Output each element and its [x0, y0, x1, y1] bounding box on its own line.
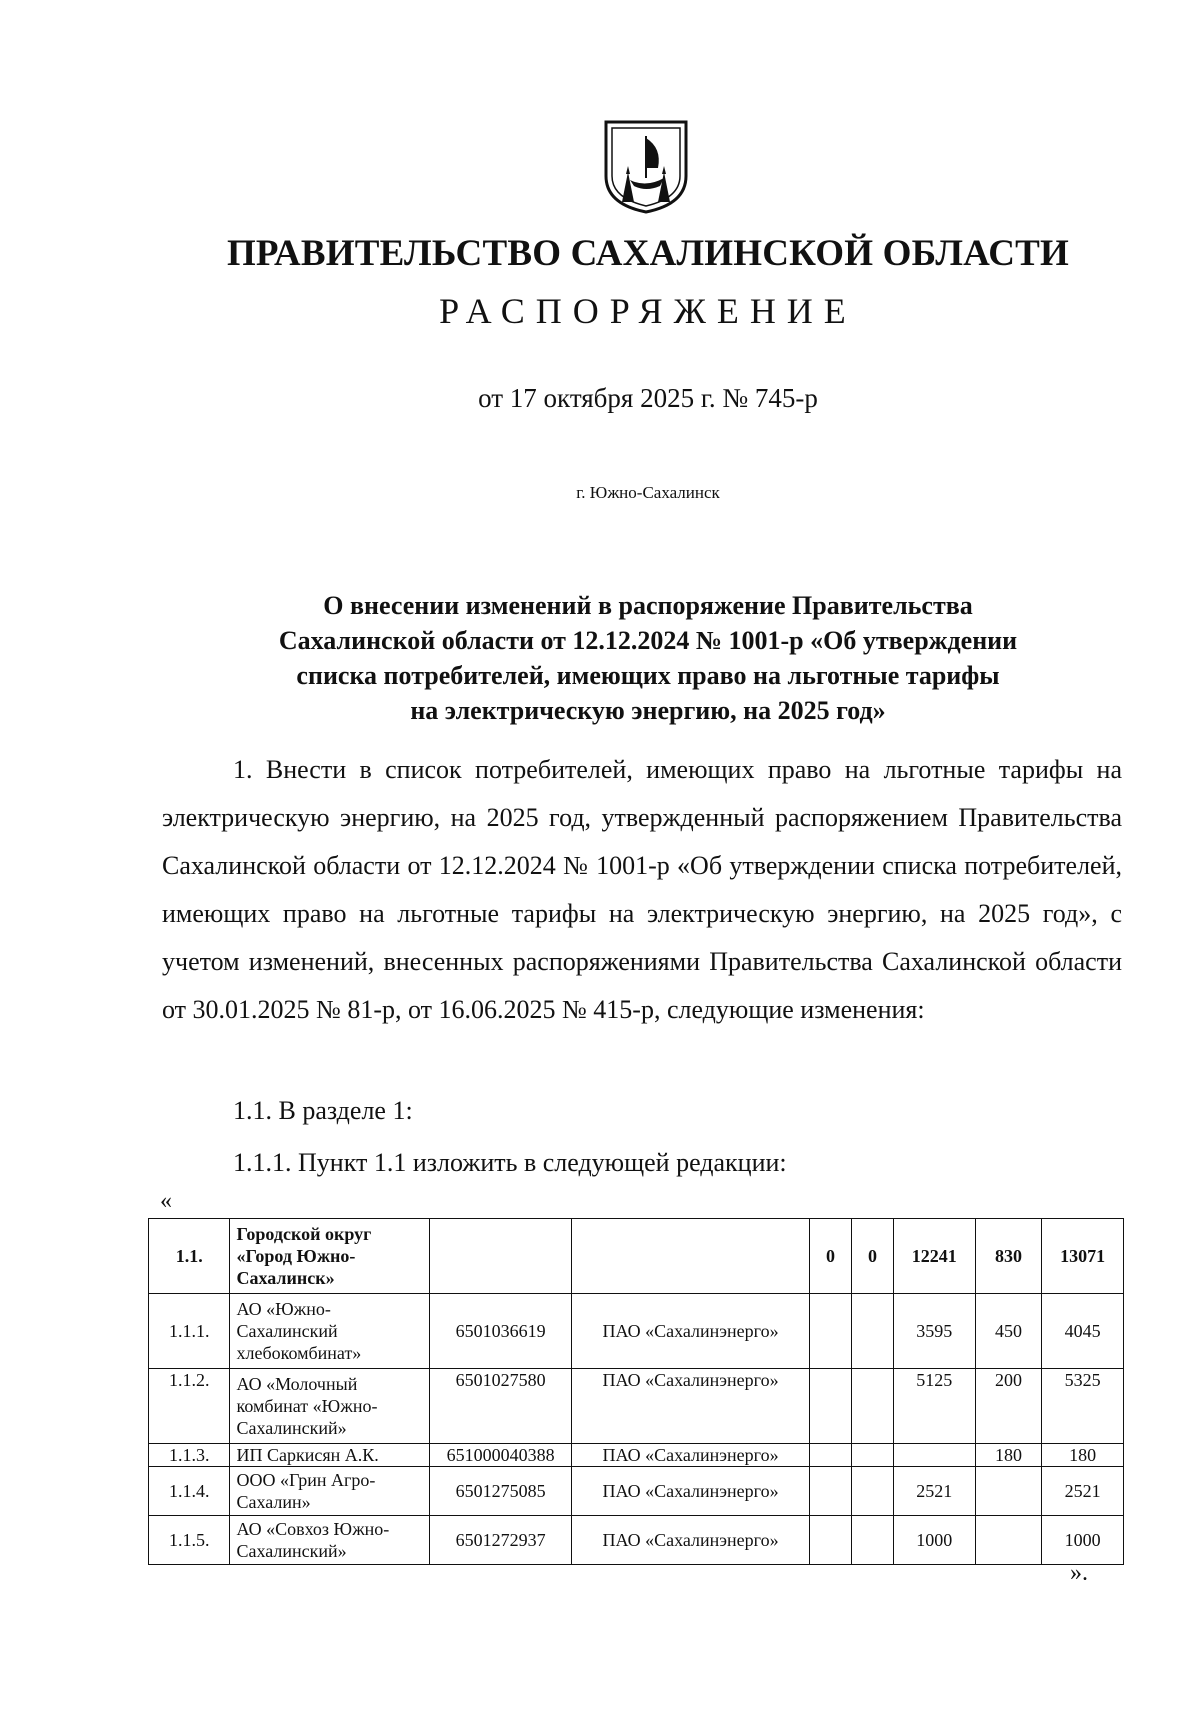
heading-line: Сахалинской области от 12.12.2024 № 1001-р «Об утверждении — [278, 626, 1018, 655]
document-heading — [200, 588, 1096, 728]
cell-number: 1.1.4. — [149, 1467, 230, 1516]
cell-number: 1.1.5. — [149, 1516, 230, 1565]
cell-name: ООО «Грин Агро-Сахалин» — [230, 1467, 430, 1516]
cell-value-2 — [852, 1444, 894, 1467]
cell-value-4 — [975, 1467, 1042, 1516]
heading-line: на электрическую энергию, на 2025 год» — [410, 696, 886, 725]
quote-close: ». — [1070, 1560, 1088, 1586]
cell-supplier: ПАО «Сахалинэнерго» — [572, 1467, 810, 1516]
cell-value-3: 12241 — [893, 1219, 975, 1294]
cell-value-2 — [852, 1369, 894, 1444]
paragraph-1-1: 1.1. В разделе 1: — [233, 1096, 413, 1125]
table-row — [149, 1369, 1124, 1444]
cell-value-2 — [852, 1516, 894, 1565]
cell-supplier: ПАО «Сахалинэнерго» — [572, 1369, 810, 1444]
document-city: г. Южно-Сахалинск — [576, 483, 720, 502]
table-row — [149, 1516, 1124, 1565]
table-row — [149, 1219, 1124, 1294]
cell-number: 1.1.2. — [149, 1369, 230, 1444]
paragraph-1: 1. Внести в список потребителей, имеющих право на льготные тарифы на электрическую энергию, на 2025 год, утвержденный распоряжением Правительства Сахалинской области от 12.12.2024 № 1001-р «Об утверждении списка потребителей, имеющих право на льготные тарифы на электрическую энергию, на 2025 год», с учетом изменений, внесенных распоряжениями Правительства Сахалинской области от 30.01.2025 № 81-р, от 16.06.2025 № 415-р, следующие изменения: — [162, 755, 1122, 1024]
document-date-number: от 17 октября 2025 г. № 745-р — [478, 383, 818, 413]
organization-title: ПРАВИТЕЛЬСТВО САХАЛИНСКОЙ ОБЛАСТИ — [226, 233, 1070, 274]
cell-value-4: 200 — [975, 1369, 1042, 1444]
cell-value-5: 13071 — [1042, 1219, 1124, 1294]
cell-value-2 — [852, 1294, 894, 1369]
table-row — [149, 1467, 1124, 1516]
cell-value-3 — [893, 1444, 975, 1467]
cell-supplier — [572, 1219, 810, 1294]
cell-value-2: 0 — [852, 1219, 894, 1294]
cell-inn: 6501027580 — [430, 1369, 572, 1444]
cell-number: 1.1.3. — [149, 1444, 230, 1467]
table-row — [149, 1294, 1124, 1369]
cell-value-1 — [810, 1444, 852, 1467]
cell-value-4: 450 — [975, 1294, 1042, 1369]
cell-value-5: 5325 — [1042, 1369, 1124, 1444]
document-type: РАСПОРЯЖЕНИЕ — [439, 291, 857, 331]
cell-inn: 6501275085 — [430, 1467, 572, 1516]
cell-value-3: 1000 — [893, 1516, 975, 1565]
heading-line: списка потребителей, имеющих право на льготные тарифы — [296, 661, 1000, 690]
cell-value-3: 2521 — [893, 1467, 975, 1516]
cell-name: АО «Совхоз Южно-Сахалинский» — [230, 1516, 430, 1565]
heading-line: О внесении изменений в распоряжение Правительства — [323, 591, 973, 620]
quote-open: « — [160, 1188, 172, 1214]
consumers-table — [148, 1218, 1124, 1565]
cell-value-1 — [810, 1294, 852, 1369]
cell-value-4 — [975, 1516, 1042, 1565]
cell-number: 1.1. — [149, 1219, 230, 1294]
cell-value-5: 2521 — [1042, 1467, 1124, 1516]
cell-value-3: 3595 — [893, 1294, 975, 1369]
cell-name: АО «Молочный комбинат «Южно-Сахалинский» — [230, 1369, 430, 1444]
cell-inn: 6501272937 — [430, 1516, 572, 1565]
cell-name: ИП Саркисян А.К. — [230, 1444, 430, 1467]
cell-value-1 — [810, 1516, 852, 1565]
cell-supplier: ПАО «Сахалинэнерго» — [572, 1294, 810, 1369]
cell-supplier: ПАО «Сахалинэнерго» — [572, 1516, 810, 1565]
cell-inn — [430, 1219, 572, 1294]
cell-inn: 6501036619 — [430, 1294, 572, 1369]
coat-of-arms-icon — [600, 118, 692, 214]
cell-supplier: ПАО «Сахалинэнерго» — [572, 1444, 810, 1467]
cell-value-4: 180 — [975, 1444, 1042, 1467]
cell-value-4: 830 — [975, 1219, 1042, 1294]
cell-name: Городской округ «Город Южно-Сахалинск» — [230, 1219, 430, 1294]
cell-name: АО «Южно-Сахалинский хлебокомбинат» — [230, 1294, 430, 1369]
cell-value-5: 4045 — [1042, 1294, 1124, 1369]
cell-value-1 — [810, 1369, 852, 1444]
cell-inn: 651000040388 — [430, 1444, 572, 1467]
cell-value-5: 1000 — [1042, 1516, 1124, 1565]
cell-value-5: 180 — [1042, 1444, 1124, 1467]
cell-value-1 — [810, 1467, 852, 1516]
cell-value-1: 0 — [810, 1219, 852, 1294]
table-row — [149, 1444, 1124, 1467]
cell-value-2 — [852, 1467, 894, 1516]
paragraph-1-1-1: 1.1.1. Пункт 1.1 изложить в следующей редакции: — [233, 1148, 787, 1177]
cell-value-3: 5125 — [893, 1369, 975, 1444]
cell-number: 1.1.1. — [149, 1294, 230, 1369]
